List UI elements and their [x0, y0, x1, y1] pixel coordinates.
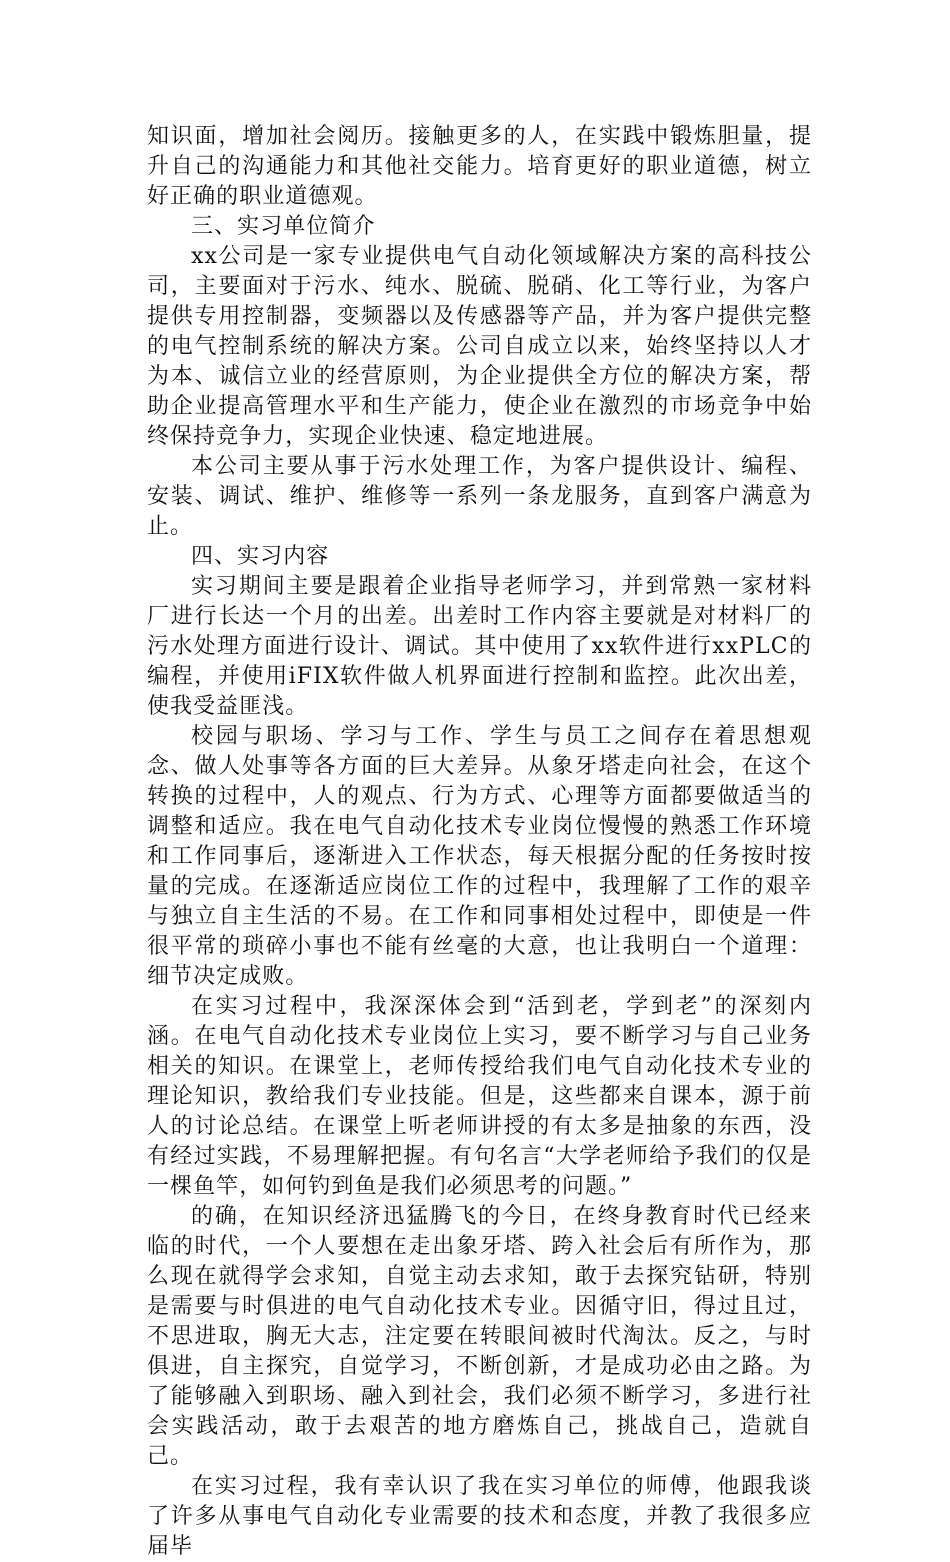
- paragraph-knowledge-economy: 的确，在知识经济迅猛腾飞的今日，在终身教育时代已经来临的时代，一个人要想在走出象牙塔、跨入社会后有所作为，那么现在就得学会求知，自觉主动去求知，敢于去探究钻研，特别是需要与时俱进的电气自动化技术专业。因循守旧，得过且过，不思进取，胸无大志，注定要在转眼间被时代淘汰。反之，与时俱进，自主探究，自觉学习，不断创新，才是成功必由之路。为了能够融入到职场、融入到社会，我们必须不断学习，多进行社会实践活动，敢于去艰苦的地方磨炼自己，挑战自己，造就自己。: [147, 1204, 812, 1469]
- paragraph-campus-vs-workplace: 校园与职场、学习与工作、学生与员工之间存在着思想观念、做人处事等各方面的巨大差异。从象牙塔走向社会，在这个转换的过程中，人的观点、行为方式、心理等方面都要做适当的调整和适应。我在电气自动化技术专业岗位慢慢的熟悉工作环境和工作同事后，逐渐进入工作状态，每天根据分配的任务按时按量的完成。在逐渐适应岗位工作的过程中，我理解了工作的艰辛与独立自主生活的不易。在工作和同事相处过程中，即使是一件很平常的琐碎小事也不能有丝毫的大意，也让我明白一个道理：细节决定成败。: [147, 724, 812, 989]
- document-body: [147, 122, 812, 1562]
- paragraph-company-business: 本公司主要从事于污水处理工作，为客户提供设计、编程、安装、调试、维护、维修等一系列一条龙服务，直到客户满意为止。: [147, 454, 812, 539]
- paragraph-lifelong-learning: 在实习过程中，我深深体会到“活到老，学到老”的深刻内涵。在电气自动化技术专业岗位上实习，要不断学习与自己业务相关的知识。在课堂上，老师传授给我们电气自动化技术专业的理论知识，教给我们专业技能。但是，这些都来自课本，源于前人的讨论总结。在课堂上听老师讲授的有太多是抽象的东西，没有经过实践，不易理解把握。有句名言“大学老师给予我们的仅是一棵鱼竿，如何钓到鱼是我们必须思考的问题。”: [147, 994, 812, 1199]
- paragraph-mentor: 在实习过程，我有幸认识了我在实习单位的师傅，他跟我谈了许多从事电气自动化专业需要的技术和态度，并教了我很多应届毕: [147, 1474, 812, 1559]
- section-heading-company-profile: 三、实习单位简介: [191, 214, 376, 239]
- paragraph-business-trip: 实习期间主要是跟着企业指导老师学习，并到常熟一家材料厂进行长达一个月的出差。出差时工作内容主要就是对材料厂的污水处理方面进行设计、调试。其中使用了xx软件进行xxPLC的编程，并使用iFIX软件做人机界面进行控制和监控。此次出差，使我受益匪浅。: [147, 574, 812, 719]
- paragraph-intro-continued: 知识面，增加社会阅历。接触更多的人，在实践中锻炼胆量，提升自己的沟通能力和其他社交能力。培育更好的职业道德，树立好正确的职业道德观。: [147, 124, 812, 209]
- section-heading-internship-content: 四、实习内容: [191, 544, 330, 569]
- paragraph-company-description: xx公司是一家专业提供电气自动化领域解决方案的高科技公司，主要面对于污水、纯水、脱硫、脱硝、化工等行业，为客户提供专用控制器，变频器以及传感器等产品，并为客户提供完整的电气控制系统的解决方案。公司自成立以来，始终坚持以人才为本、诚信立业的经营原则，为企业提供全方位的解决方案，帮助企业提高管理水平和生产能力，使企业在激烈的市场竞争中始终保持竞争力，实现企业快速、稳定地进展。: [147, 244, 812, 449]
